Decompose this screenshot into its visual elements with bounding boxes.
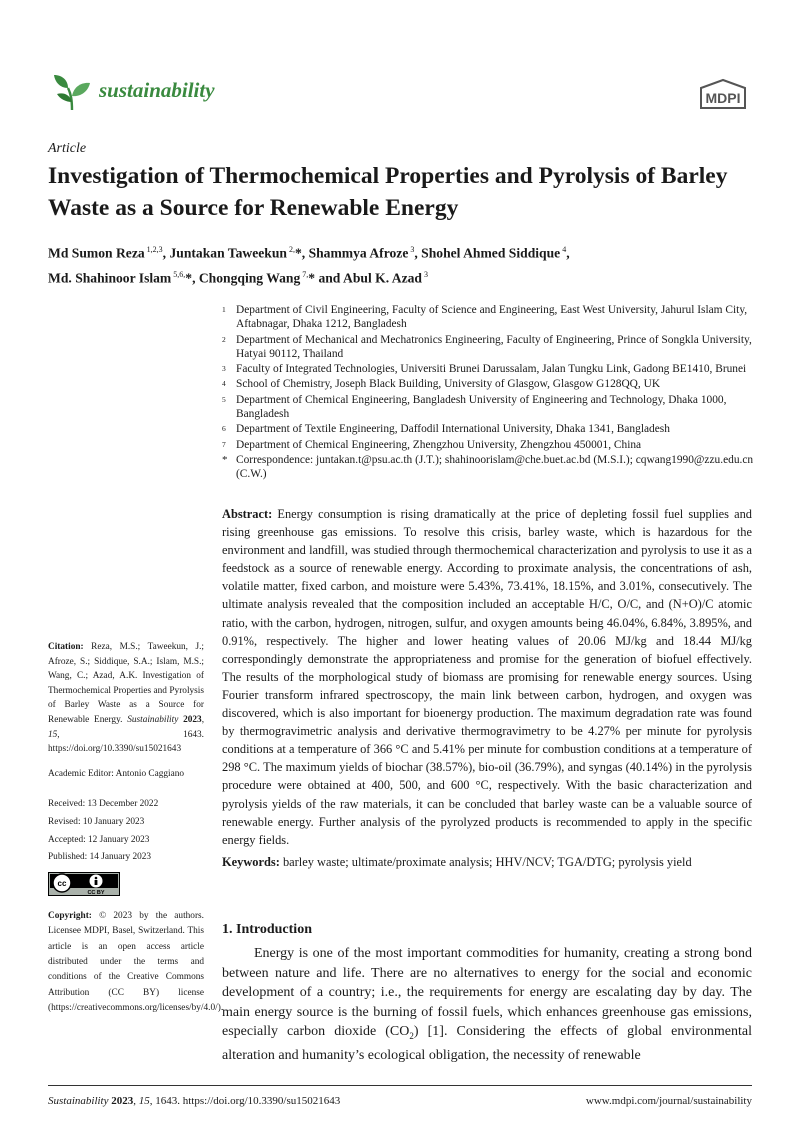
section-heading-introduction: 1. Introduction [222, 922, 312, 937]
corresponding-author-marker: * [185, 270, 193, 286]
affiliation-number: 6 [222, 424, 226, 434]
author-separator: , [566, 245, 570, 261]
citation-doi-link[interactable]: https://doi.org/10.3390/su15021643 [48, 744, 182, 755]
cc-badge-text: CC BY [87, 890, 105, 896]
copyright-label: Copyright: [48, 910, 92, 921]
citation-pages: , 1643. [57, 729, 204, 740]
affiliation-item [222, 333, 762, 362]
footer-divider [48, 1085, 752, 1086]
affiliation-item [222, 377, 762, 391]
citation-volume: 15 [48, 729, 58, 740]
author-affiliation-marker: 4 [560, 245, 567, 254]
affiliation-text: Department of Textile Engineering, Daffodil International University, Dhaka 1341, Bangladesh [236, 423, 670, 436]
affiliation-number: * [222, 453, 228, 466]
abstract-label: Abstract: [222, 507, 273, 521]
affiliation-number: 1 [222, 305, 226, 314]
affiliation-item [222, 422, 762, 436]
affiliations [222, 303, 762, 483]
received-date: Received: 13 December 2022 [48, 799, 159, 810]
corresponding-author-marker: * [308, 270, 316, 286]
affiliation-item [222, 453, 762, 482]
mdpi-logo [697, 78, 749, 112]
author-name: Abul K. Azad [343, 270, 422, 286]
affiliation-text: Department of Mechanical and Mechatronics Engineering, Faculty of Engineering, Prince of Songkla University, Hatyai 90112, Thailand [236, 333, 752, 360]
author-name: Shammya Afroze [308, 245, 409, 261]
affiliation-number: 5 [222, 394, 226, 404]
footer-volume: 15 [138, 1095, 150, 1107]
footer-doi: , 1643. https://doi.org/10.3390/su15021643 [149, 1095, 341, 1107]
abstract-text: Energy consumption is rising dramatically at the price of depleting fossil fuel supplies and rising greenhouse gas emissions. To resolve this crisis, barley waste, which is hazardous for the environment and landfill, was studied through thermochemical characterization and pyrolysis to use it as a feedstock as a source of renewable energy. According to proximate analysis, the concentrations of ash, volatile matter, fixed carbon, and moisture were 5.43%, 73.41%, 18.15%, and 3.01%, consecutively. The ultimate analysis revealed that the composition included an acceptable H/C, O/C, and (N+O)/C atomic ratio, with the carbon, hydrogen, nitrogen, sulfur, and oxygen amounts being 46.04%, 6.84%, 3.895%, and 0.91%, respectively. The higher and lower heating values of 20.06 MJ/kg and 18.44 MJ/kg correspondingly demonstrate the appropriateness and promise for the generation of biofuel effectively. The results of the morphological study of biomass are promising for renewable energy sources. Using Fourier transform infrared spectroscopy, the main link between carbon, hydrogen, and oxygen was discovered, which is also important for bioenergy production. The maximum degradation rate was found by thermogravimetric analysis and derivative thermogravimetry to be 4.27% per minute for pyrolysis conditions at a temperature of 366 °C and 5.41% per minute for combustion conditions at a temperature of 298 °C. The maximum yields of biochar (38.57%), bio-oil (36.79%), and syngas (40.14%) in the pyrolysis procedure were obtained at 400, 500, and 600 °C, respectively. With the basic characterization and pyrolysis yields of the raw materials, it can be concluded that barley waste can be a valuable source of renewable energy. Further analysis of the pyrolyzed products is recommended to apply in the specific energy fields. [222, 507, 752, 847]
sprout-leaf-icon [50, 70, 94, 114]
cc-by-license-badge[interactable] [48, 872, 120, 896]
svg-text:cc: cc [57, 879, 67, 888]
keywords-text: barley waste; ultimate/proximate analysis; HHV/NCV; TGA/DTG; pyrolysis yield [282, 855, 692, 869]
introduction-paragraph [222, 944, 752, 1066]
footer-year: 2023 [111, 1095, 134, 1107]
keywords-label: Keywords: [222, 855, 280, 869]
citation-label: Citation: [48, 642, 84, 652]
published-date: Published: 14 January 2023 [48, 852, 152, 863]
author-name: Md. Shahinoor Islam [48, 270, 172, 286]
article-title: Investigation of Thermochemical Properties and Pyrolysis of Barley Waste as a Source for Renewable Energy [48, 163, 728, 221]
affiliation-text: Department of Civil Engineering, Faculty of Science and Engineering, East West University, Jahurul Islam City, Aftabnagar, Dhaka 1212, Bangladesh [236, 304, 748, 331]
citation-year: 2023 [183, 714, 202, 725]
mdpi-logo-text: MDPI [705, 90, 741, 106]
author-separator: , [414, 245, 422, 261]
affiliation-item [222, 303, 762, 332]
author-list [48, 239, 768, 288]
author-name: Md Sumon Reza [48, 245, 145, 261]
author-separator: , [301, 245, 309, 261]
affiliation-text: Faculty of Integrated Technologies, Universiti Brunei Darussalam, Jalan Tungku Link, Gadong BE1410, Brunei [236, 363, 747, 376]
author-name: Chongqing Wang [198, 270, 301, 286]
affiliation-number: 4 [222, 379, 226, 389]
footer-citation: Sustainability 2023, 15, 1643. https://doi.org/10.3390/su15021643 [48, 1095, 341, 1107]
corresponding-author-marker: * [294, 245, 302, 261]
affiliation-text: School of Chemistry, Joseph Black Building, University of Glasgow, Glasgow G128QQ, UK [236, 378, 661, 391]
citation: Citation: Reza, M.S.; Taweekun, J.; Afroze, S.; Siddique, S.A.; Islam, M.S.; Wang, C.; Azad, A.K. Investigation of Thermochemical Properties and Pyrolysis of Barley Waste as a Source for Renewable Energy. Sustainability 2023, 15, 1643. https://doi.org/10.3390/su15021643 [48, 642, 205, 755]
author-affiliation-marker: 1,2,3 [144, 245, 163, 254]
intro-text-a: Energy is one of the most important commodities for humanity, creating a strong bond between nature and life. There are no alternatives to energy for the social and economic development of a country; i.e., the requirements for energy are escalating day by day. The main energy source is the burning of fossil fuels, which enhances greenhouse gas emissions, especially carbon dioxide (CO [222, 946, 752, 1039]
author-affiliation-marker: 7, [300, 269, 309, 279]
revised-date: Revised: 10 January 2023 [48, 816, 145, 827]
author-affiliation-marker: 2, [286, 245, 295, 254]
affiliation-item [222, 362, 762, 376]
author-affiliation-marker: 3 [421, 269, 428, 279]
affiliation-text: Department of Chemical Engineering, Zhengzhou University, Zhengzhou 450001, China [236, 438, 642, 451]
affiliation-number: 2 [222, 334, 226, 344]
article-type: Article [48, 141, 87, 156]
author-affiliation-marker: 3 [408, 245, 415, 254]
journal-name: sustainability [99, 78, 215, 102]
author-name: Juntakan Taweekun [169, 245, 287, 261]
copyright-text: © 2023 by the authors. Licensee MDPI, Basel, Switzerland. This article is an open access article distributed under the terms and conditions of the Creative Commons Attribution (CC BY) license (https://creativecommons.org/licenses/by/4.0/). [48, 910, 224, 1014]
accepted-date: Accepted: 12 January 2023 [48, 834, 150, 845]
footer-journal: Sustainability [48, 1095, 109, 1107]
author-affiliation-marker: 5,6, [171, 269, 186, 279]
footer-journal-url[interactable]: www.mdpi.com/journal/sustainability [585, 1095, 752, 1107]
abstract [222, 505, 752, 849]
sidebar [48, 640, 224, 1017]
affiliation-number: 3 [222, 364, 226, 374]
author-separator: , [192, 270, 199, 286]
academic-editor: Academic Editor: Antonio Caggiano [48, 768, 185, 779]
author-separator: and [315, 270, 344, 286]
copyright [48, 909, 224, 1017]
affiliation-item [222, 393, 762, 422]
intro-text-b: ) [1]. Considering the effects of global environmental alteration and humanity’s ecological obligation, the necessity of renewable [222, 1024, 752, 1064]
citation-journal: Sustainability [127, 714, 179, 725]
author-separator: , [162, 245, 170, 261]
affiliation-text: Department of Chemical Engineering, Bangladesh University of Engineering and Technology, Dhaka 1000, Bangladesh [236, 393, 727, 421]
citation-text: Reza, M.S.; Taweekun, J.; Afroze, S.; Siddique, S.A.; Islam, M.S.; Wang, C.; Azad, A.K. Investigation of Thermochemical Properties and Pyrolysis of Barley Waste as a Source for Renewable Energy. [48, 642, 205, 725]
author-name: Shohel Ahmed Siddique [421, 245, 561, 261]
keywords [222, 853, 752, 871]
intro-subscript: 2 [409, 1030, 414, 1041]
affiliation-item [222, 438, 762, 452]
affiliation-text: Correspondence: juntakan.t@psu.ac.th (J.T.); shahinoorislam@che.buet.ac.bd (M.S.I.); cqwang1990@zzu.edu.cn (C.W.) [236, 453, 754, 481]
affiliation-number: 7 [222, 439, 226, 449]
